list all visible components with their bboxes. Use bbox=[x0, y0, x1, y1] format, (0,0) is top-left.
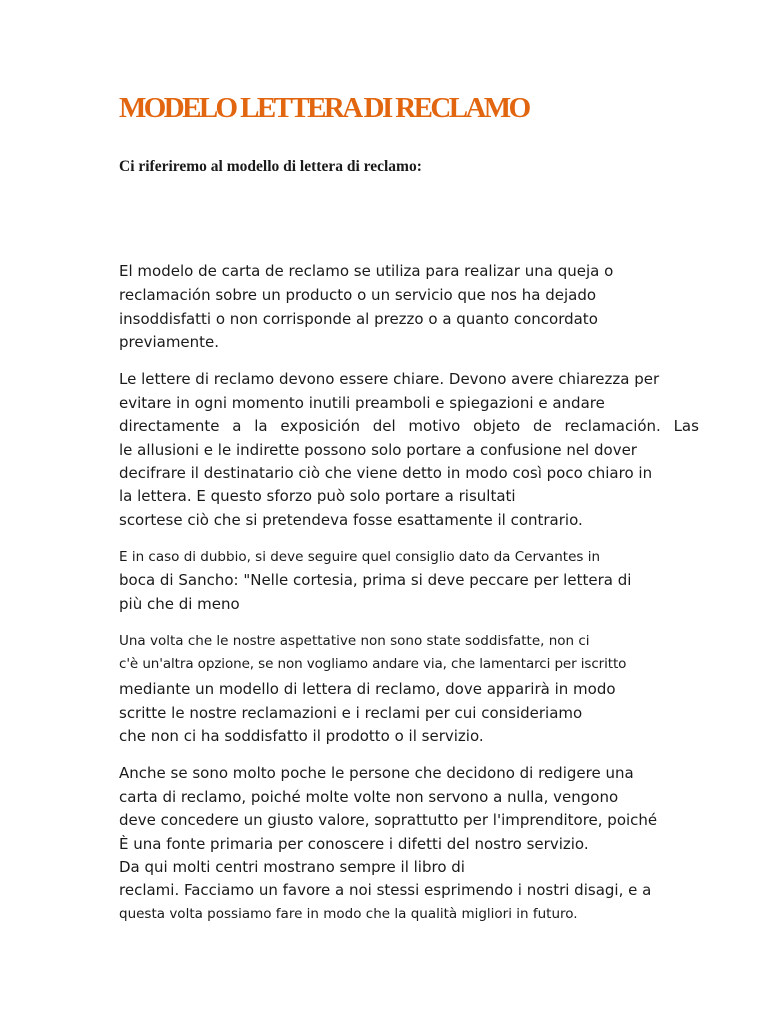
paragraph-line: Le lettere di reclamo devono essere chiare. Devono avere chiarezza per bbox=[119, 370, 660, 388]
paragraph-line: mediante un modello di lettera di reclamo, dove apparirà in modo bbox=[119, 680, 616, 698]
document-title: MODELO LETTERA DI RECLAMO bbox=[119, 92, 529, 124]
justified-word: exposición bbox=[280, 417, 360, 435]
paragraph-line: decifrare il destinatario ciò che viene detto in modo così poco chiaro in bbox=[119, 464, 653, 482]
paragraph-line: che non ci ha soddisfatto il prodotto o il servizio. bbox=[119, 727, 484, 745]
paragraph-line: È una fonte primaria per conoscere i difetti del nostro servizio. bbox=[119, 835, 589, 853]
paragraph-line: evitare in ogni momento inutili preamboli e spiegazioni e andare bbox=[119, 394, 605, 412]
paragraph-line: questa volta possiamo fare in modo che la qualità migliori in futuro. bbox=[119, 906, 578, 922]
paragraph-line: Anche se sono molto poche le persone che decidono di redigere una bbox=[119, 764, 634, 782]
paragraph-line: Da qui molti centri mostrano sempre il libro di bbox=[119, 858, 465, 876]
paragraph-line: scritte le nostre reclamazioni e i reclami per cui consideriamo bbox=[119, 704, 583, 722]
paragraph-line: deve concedere un giusto valore, soprattutto per l'imprenditore, poiché bbox=[119, 811, 658, 829]
paragraph-line: El modelo de carta de reclamo se utiliza para realizar una queja o bbox=[119, 262, 614, 280]
paragraph-line: reclamación sobre un producto o un servicio que nos ha dejado bbox=[119, 286, 597, 304]
paragraph-line: E in caso di dubbio, si deve seguire quel consiglio dato da Cervantes in bbox=[119, 549, 601, 565]
justified-word: Las bbox=[673, 417, 699, 435]
paragraph-line: più che di meno bbox=[119, 595, 240, 613]
paragraph-line: carta di reclamo, poiché molte volte non servono a nulla, vengono bbox=[119, 788, 619, 806]
paragraph-line: le allusioni e le indirette possono solo portare a confusione nel dover bbox=[119, 441, 637, 459]
paragraph-line: boca di Sancho: "Nelle cortesia, prima si deve peccare per lettera di bbox=[119, 571, 632, 589]
justified-word: directamente bbox=[119, 417, 220, 435]
paragraph-line: reclami. Facciamo un favore a noi stessi esprimendo i nostri disagi, e a bbox=[119, 881, 652, 899]
justified-word: reclamación. bbox=[564, 417, 661, 435]
paragraph-line: insoddisfatti o non corrisponde al prezzo o a quanto concordato bbox=[119, 310, 598, 328]
document-subtitle: Ci riferiremo al modello di lettera di reclamo: bbox=[119, 158, 422, 175]
justified-word: de bbox=[532, 417, 552, 435]
paragraph-line: scortese ciò che si pretendeva fosse esattamente il contrario. bbox=[119, 511, 583, 529]
paragraph-line: c'è un'altra opzione, se non vogliamo andare via, che lamentarci per iscritto bbox=[119, 656, 627, 672]
paragraph-line-justified bbox=[119, 417, 699, 435]
justified-word: motivo bbox=[408, 417, 461, 435]
paragraph-line: la lettera. E questo sforzo può solo portare a risultati bbox=[119, 487, 516, 505]
paragraph-line: previamente. bbox=[119, 333, 220, 351]
justified-word: a bbox=[232, 417, 242, 435]
justified-word: objeto bbox=[473, 417, 521, 435]
paragraph-line: Una volta che le nostre aspettative non sono state soddisfatte, non ci bbox=[119, 633, 590, 649]
justified-word: la bbox=[254, 417, 268, 435]
justified-word: del bbox=[372, 417, 396, 435]
